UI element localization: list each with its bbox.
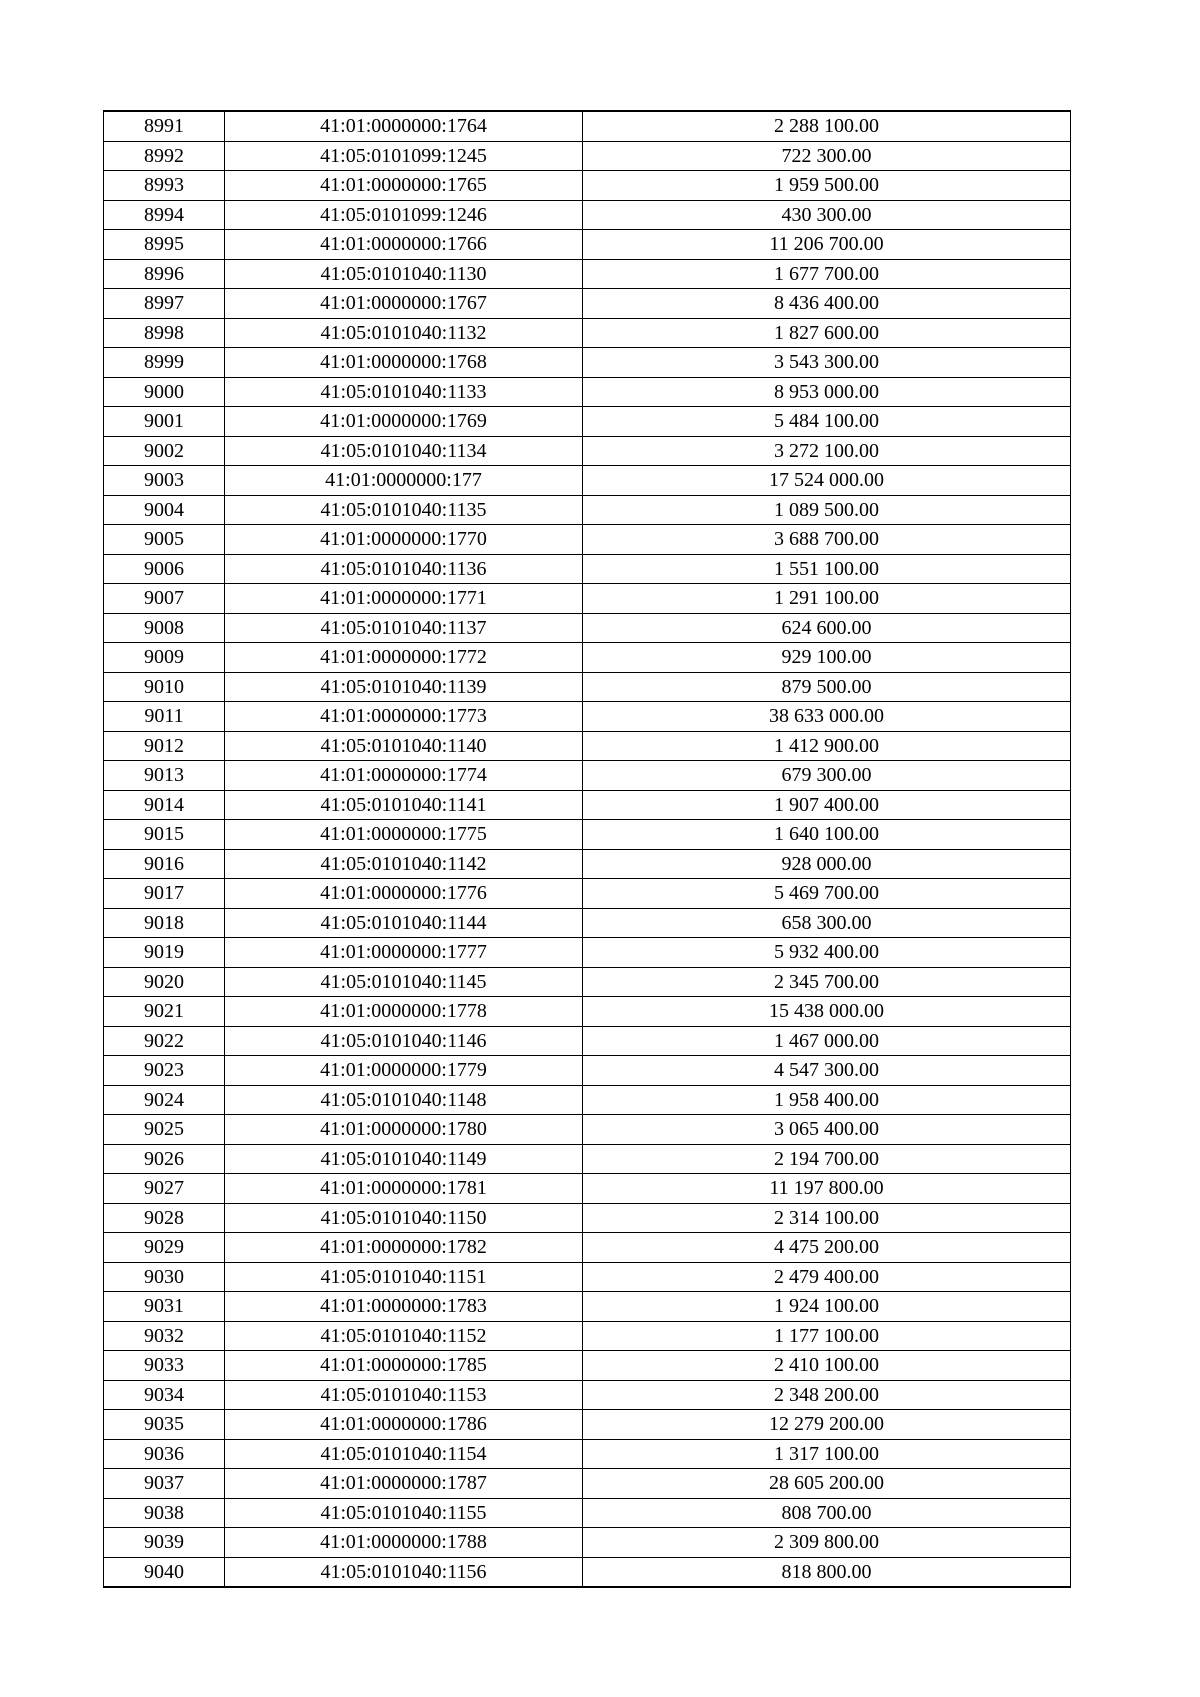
row-number-cell: 9039 xyxy=(104,1528,225,1558)
table-row xyxy=(104,879,1071,909)
row-number-cell: 9005 xyxy=(104,525,225,555)
cadastral-number-cell: 41:01:0000000:1788 xyxy=(225,1528,583,1558)
cadastral-number-cell: 41:05:0101040:1134 xyxy=(225,436,583,466)
cadastral-value-cell: 1 958 400.00 xyxy=(583,1085,1071,1115)
table-row xyxy=(104,997,1071,1027)
cadastral-number-cell: 41:01:0000000:1787 xyxy=(225,1469,583,1499)
row-number-cell: 9000 xyxy=(104,377,225,407)
cadastral-value-cell: 1 291 100.00 xyxy=(583,584,1071,614)
cadastral-number-cell: 41:05:0101040:1149 xyxy=(225,1144,583,1174)
cadastral-value-cell: 2 479 400.00 xyxy=(583,1262,1071,1292)
cadastral-value-cell: 1 177 100.00 xyxy=(583,1321,1071,1351)
table-row xyxy=(104,407,1071,437)
cadastral-value-cell: 2 314 100.00 xyxy=(583,1203,1071,1233)
cadastral-value-cell: 3 688 700.00 xyxy=(583,525,1071,555)
table-row xyxy=(104,672,1071,702)
cadastral-value-cell: 430 300.00 xyxy=(583,200,1071,230)
cadastral-number-cell: 41:01:0000000:1770 xyxy=(225,525,583,555)
row-number-cell: 9017 xyxy=(104,879,225,909)
cadastral-value-cell: 3 065 400.00 xyxy=(583,1115,1071,1145)
cadastral-number-cell: 41:05:0101040:1135 xyxy=(225,495,583,525)
table-row xyxy=(104,1056,1071,1086)
table-row xyxy=(104,1439,1071,1469)
table-row xyxy=(104,938,1071,968)
row-number-cell: 9034 xyxy=(104,1380,225,1410)
row-number-cell: 9020 xyxy=(104,967,225,997)
table-row xyxy=(104,525,1071,555)
cadastral-number-cell: 41:05:0101040:1139 xyxy=(225,672,583,702)
row-number-cell: 9029 xyxy=(104,1233,225,1263)
cadastral-value-cell: 12 279 200.00 xyxy=(583,1410,1071,1440)
table-row xyxy=(104,495,1071,525)
table-row xyxy=(104,111,1071,141)
table-row xyxy=(104,1498,1071,1528)
row-number-cell: 9040 xyxy=(104,1557,225,1587)
cadastral-number-cell: 41:05:0101040:1151 xyxy=(225,1262,583,1292)
cadastral-value-cell: 28 605 200.00 xyxy=(583,1469,1071,1499)
table-row xyxy=(104,1410,1071,1440)
table-row xyxy=(104,1233,1071,1263)
row-number-cell: 9007 xyxy=(104,584,225,614)
cadastral-value-cell: 1 959 500.00 xyxy=(583,171,1071,201)
cadastral-value-cell: 879 500.00 xyxy=(583,672,1071,702)
cadastral-number-cell: 41:05:0101040:1146 xyxy=(225,1026,583,1056)
table-row xyxy=(104,141,1071,171)
row-number-cell: 9035 xyxy=(104,1410,225,1440)
row-number-cell: 9036 xyxy=(104,1439,225,1469)
cadastral-value-cell: 2 309 800.00 xyxy=(583,1528,1071,1558)
row-number-cell: 9025 xyxy=(104,1115,225,1145)
table-row xyxy=(104,1174,1071,1204)
table-row xyxy=(104,289,1071,319)
row-number-cell: 9001 xyxy=(104,407,225,437)
cadastral-value-cell: 3 543 300.00 xyxy=(583,348,1071,378)
cadastral-number-cell: 41:01:0000000:1783 xyxy=(225,1292,583,1322)
table-row xyxy=(104,1528,1071,1558)
cadastral-value-cell: 679 300.00 xyxy=(583,761,1071,791)
cadastral-value-cell: 818 800.00 xyxy=(583,1557,1071,1587)
cadastral-number-cell: 41:01:0000000:1778 xyxy=(225,997,583,1027)
table-row xyxy=(104,377,1071,407)
cadastral-value-cell: 1 827 600.00 xyxy=(583,318,1071,348)
row-number-cell: 9015 xyxy=(104,820,225,850)
cadastral-number-cell: 41:05:0101040:1148 xyxy=(225,1085,583,1115)
table-row xyxy=(104,820,1071,850)
table-row xyxy=(104,967,1071,997)
cadastral-number-cell: 41:01:0000000:1785 xyxy=(225,1351,583,1381)
cadastral-number-cell: 41:05:0101040:1144 xyxy=(225,908,583,938)
table-row xyxy=(104,230,1071,260)
cadastral-number-cell: 41:05:0101040:1140 xyxy=(225,731,583,761)
cadastral-value-cell: 928 000.00 xyxy=(583,849,1071,879)
cadastral-value-cell: 1 467 000.00 xyxy=(583,1026,1071,1056)
cadastral-value-cell: 11 206 700.00 xyxy=(583,230,1071,260)
cadastral-value-cell: 2 288 100.00 xyxy=(583,111,1071,141)
row-number-cell: 9004 xyxy=(104,495,225,525)
cadastral-number-cell: 41:05:0101040:1155 xyxy=(225,1498,583,1528)
row-number-cell: 9008 xyxy=(104,613,225,643)
table-row xyxy=(104,702,1071,732)
row-number-cell: 8996 xyxy=(104,259,225,289)
cadastral-value-cell: 1 677 700.00 xyxy=(583,259,1071,289)
cadastral-number-cell: 41:01:0000000:1777 xyxy=(225,938,583,968)
row-number-cell: 9031 xyxy=(104,1292,225,1322)
cadastral-value-cell: 722 300.00 xyxy=(583,141,1071,171)
row-number-cell: 9011 xyxy=(104,702,225,732)
table-row xyxy=(104,1292,1071,1322)
cadastral-number-cell: 41:01:0000000:1764 xyxy=(225,111,583,141)
row-number-cell: 9010 xyxy=(104,672,225,702)
table-row xyxy=(104,1144,1071,1174)
cadastral-value-cell: 1 551 100.00 xyxy=(583,554,1071,584)
cadastral-number-cell: 41:01:0000000:1776 xyxy=(225,879,583,909)
row-number-cell: 9018 xyxy=(104,908,225,938)
row-number-cell: 8999 xyxy=(104,348,225,378)
cadastral-value-cell: 4 475 200.00 xyxy=(583,1233,1071,1263)
cadastral-value-cell: 624 600.00 xyxy=(583,613,1071,643)
cadastral-number-cell: 41:01:0000000:1765 xyxy=(225,171,583,201)
table-row xyxy=(104,643,1071,673)
row-number-cell: 8991 xyxy=(104,111,225,141)
row-number-cell: 8994 xyxy=(104,200,225,230)
cadastral-number-cell: 41:05:0101040:1136 xyxy=(225,554,583,584)
cadastral-number-cell: 41:05:0101040:1137 xyxy=(225,613,583,643)
table-row xyxy=(104,1557,1071,1587)
cadastral-number-cell: 41:05:0101040:1154 xyxy=(225,1439,583,1469)
table-row xyxy=(104,348,1071,378)
table-body xyxy=(104,111,1071,1587)
cadastral-number-cell: 41:05:0101099:1245 xyxy=(225,141,583,171)
row-number-cell: 9021 xyxy=(104,997,225,1027)
cadastral-value-cell: 1 640 100.00 xyxy=(583,820,1071,850)
row-number-cell: 9024 xyxy=(104,1085,225,1115)
table-row xyxy=(104,908,1071,938)
cadastral-number-cell: 41:05:0101099:1246 xyxy=(225,200,583,230)
cadastral-number-cell: 41:05:0101040:1133 xyxy=(225,377,583,407)
cadastral-number-cell: 41:01:0000000:1769 xyxy=(225,407,583,437)
cadastral-value-cell: 3 272 100.00 xyxy=(583,436,1071,466)
row-number-cell: 9012 xyxy=(104,731,225,761)
cadastral-number-cell: 41:05:0101040:1153 xyxy=(225,1380,583,1410)
row-number-cell: 8997 xyxy=(104,289,225,319)
table-row xyxy=(104,1469,1071,1499)
row-number-cell: 9026 xyxy=(104,1144,225,1174)
cadastral-value-cell: 658 300.00 xyxy=(583,908,1071,938)
row-number-cell: 8992 xyxy=(104,141,225,171)
row-number-cell: 9016 xyxy=(104,849,225,879)
cadastral-number-cell: 41:01:0000000:1782 xyxy=(225,1233,583,1263)
table-row xyxy=(104,200,1071,230)
table-row xyxy=(104,584,1071,614)
cadastral-number-cell: 41:05:0101040:1152 xyxy=(225,1321,583,1351)
cadastral-number-cell: 41:01:0000000:177 xyxy=(225,466,583,496)
table-row xyxy=(104,466,1071,496)
cadastral-number-cell: 41:05:0101040:1145 xyxy=(225,967,583,997)
cadastral-value-cell: 8 953 000.00 xyxy=(583,377,1071,407)
cadastral-value-cell: 2 194 700.00 xyxy=(583,1144,1071,1174)
cadastral-number-cell: 41:01:0000000:1775 xyxy=(225,820,583,850)
cadastral-value-cell: 808 700.00 xyxy=(583,1498,1071,1528)
row-number-cell: 9030 xyxy=(104,1262,225,1292)
row-number-cell: 9013 xyxy=(104,761,225,791)
cadastral-number-cell: 41:01:0000000:1772 xyxy=(225,643,583,673)
cadastral-value-cell: 1 924 100.00 xyxy=(583,1292,1071,1322)
row-number-cell: 9027 xyxy=(104,1174,225,1204)
cadastral-value-cell: 1 089 500.00 xyxy=(583,495,1071,525)
cadastral-value-cell: 17 524 000.00 xyxy=(583,466,1071,496)
cadastral-number-cell: 41:05:0101040:1142 xyxy=(225,849,583,879)
row-number-cell: 9014 xyxy=(104,790,225,820)
cadastral-value-cell: 1 412 900.00 xyxy=(583,731,1071,761)
cadastral-value-cell: 1 317 100.00 xyxy=(583,1439,1071,1469)
cadastral-number-cell: 41:01:0000000:1774 xyxy=(225,761,583,791)
cadastral-value-cell: 5 932 400.00 xyxy=(583,938,1071,968)
cadastral-value-cell: 38 633 000.00 xyxy=(583,702,1071,732)
row-number-cell: 8995 xyxy=(104,230,225,260)
row-number-cell: 9002 xyxy=(104,436,225,466)
cadastral-value-cell: 4 547 300.00 xyxy=(583,1056,1071,1086)
row-number-cell: 9032 xyxy=(104,1321,225,1351)
table-row xyxy=(104,554,1071,584)
table-row xyxy=(104,1115,1071,1145)
table-row xyxy=(104,1262,1071,1292)
cadastral-value-cell: 8 436 400.00 xyxy=(583,289,1071,319)
table-row xyxy=(104,436,1071,466)
row-number-cell: 8998 xyxy=(104,318,225,348)
cadastral-number-cell: 41:05:0101040:1141 xyxy=(225,790,583,820)
table-row xyxy=(104,790,1071,820)
cadastral-number-cell: 41:01:0000000:1781 xyxy=(225,1174,583,1204)
cadastral-value-cell: 11 197 800.00 xyxy=(583,1174,1071,1204)
cadastral-number-cell: 41:01:0000000:1766 xyxy=(225,230,583,260)
cadastral-value-cell: 929 100.00 xyxy=(583,643,1071,673)
row-number-cell: 8993 xyxy=(104,171,225,201)
table-row xyxy=(104,1026,1071,1056)
row-number-cell: 9037 xyxy=(104,1469,225,1499)
cadastral-number-cell: 41:01:0000000:1768 xyxy=(225,348,583,378)
row-number-cell: 9022 xyxy=(104,1026,225,1056)
cadastral-value-cell: 5 469 700.00 xyxy=(583,879,1071,909)
row-number-cell: 9023 xyxy=(104,1056,225,1086)
row-number-cell: 9033 xyxy=(104,1351,225,1381)
cadastral-number-cell: 41:01:0000000:1771 xyxy=(225,584,583,614)
table-row xyxy=(104,613,1071,643)
row-number-cell: 9028 xyxy=(104,1203,225,1233)
cadastral-number-cell: 41:05:0101040:1150 xyxy=(225,1203,583,1233)
table-row xyxy=(104,849,1071,879)
table-row xyxy=(104,1321,1071,1351)
cadastral-number-cell: 41:01:0000000:1779 xyxy=(225,1056,583,1086)
cadastral-value-cell: 2 410 100.00 xyxy=(583,1351,1071,1381)
row-number-cell: 9038 xyxy=(104,1498,225,1528)
table-row xyxy=(104,171,1071,201)
cadastral-value-table xyxy=(103,110,1071,1588)
cadastral-value-cell: 2 345 700.00 xyxy=(583,967,1071,997)
table-row xyxy=(104,1380,1071,1410)
row-number-cell: 9006 xyxy=(104,554,225,584)
cadastral-value-cell: 1 907 400.00 xyxy=(583,790,1071,820)
table-row xyxy=(104,1085,1071,1115)
cadastral-value-cell: 2 348 200.00 xyxy=(583,1380,1071,1410)
cadastral-number-cell: 41:01:0000000:1773 xyxy=(225,702,583,732)
table-row xyxy=(104,318,1071,348)
row-number-cell: 9019 xyxy=(104,938,225,968)
cadastral-number-cell: 41:01:0000000:1767 xyxy=(225,289,583,319)
row-number-cell: 9003 xyxy=(104,466,225,496)
table-row xyxy=(104,761,1071,791)
cadastral-number-cell: 41:05:0101040:1130 xyxy=(225,259,583,289)
cadastral-value-cell: 15 438 000.00 xyxy=(583,997,1071,1027)
table-row xyxy=(104,1351,1071,1381)
cadastral-number-cell: 41:05:0101040:1156 xyxy=(225,1557,583,1587)
cadastral-number-cell: 41:01:0000000:1780 xyxy=(225,1115,583,1145)
cadastral-number-cell: 41:05:0101040:1132 xyxy=(225,318,583,348)
table-row xyxy=(104,259,1071,289)
cadastral-value-cell: 5 484 100.00 xyxy=(583,407,1071,437)
table-row xyxy=(104,1203,1071,1233)
cadastral-number-cell: 41:01:0000000:1786 xyxy=(225,1410,583,1440)
table-row xyxy=(104,731,1071,761)
row-number-cell: 9009 xyxy=(104,643,225,673)
